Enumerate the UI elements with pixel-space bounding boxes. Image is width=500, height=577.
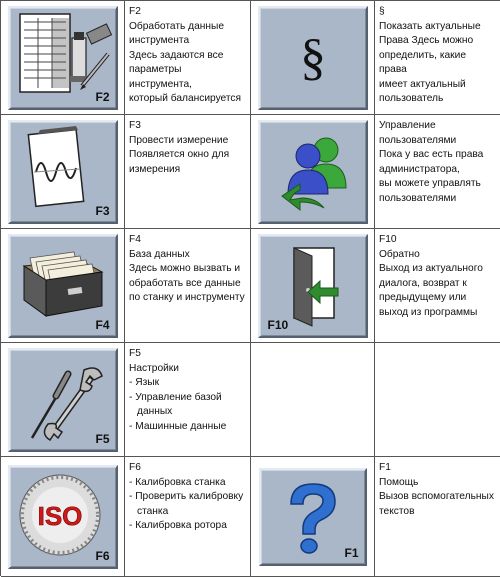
- users-line: пользователями: [379, 192, 457, 204]
- f3-line: Появляется окно для: [129, 149, 230, 160]
- cell-f4-icon: [1, 229, 125, 343]
- f3-line: Провести измерение: [129, 134, 229, 146]
- users-line: вы можете управлять: [379, 178, 481, 189]
- f6-bullet: - Проверить калибровку станка: [129, 491, 244, 517]
- rights-line: Права Здесь можно: [379, 35, 474, 46]
- f3-key-label: F3: [95, 203, 110, 218]
- f1-line: Вызов вспомогательных: [379, 491, 494, 502]
- f4-line: Здесь можно вызвать и: [129, 263, 241, 274]
- f5-key-label: F5: [95, 431, 110, 446]
- cell-users-text: [375, 115, 500, 229]
- rights-line: пользователь: [379, 93, 444, 104]
- user-management-button[interactable]: [258, 120, 368, 224]
- f6-bullet-list: [129, 476, 246, 534]
- f1-title: F1: [379, 462, 391, 473]
- f4-button[interactable]: [8, 234, 118, 338]
- empty-cell: [375, 343, 500, 457]
- f1-line: Помощь: [379, 476, 419, 488]
- f2-key-label: F2: [95, 89, 110, 104]
- f2-line: Здесь задаются все: [129, 49, 224, 61]
- cell-f10-text: [375, 229, 500, 343]
- rights-button[interactable]: [258, 6, 368, 110]
- f3-line: измерения: [129, 163, 181, 175]
- f10-line: предыдущему или: [379, 292, 467, 303]
- users-line: администратора,: [379, 163, 460, 175]
- empty-cell: [251, 343, 375, 457]
- f5-line: Настройки: [129, 362, 179, 374]
- f5-bullet-list: [129, 376, 246, 434]
- cell-rights-icon: [251, 1, 375, 115]
- rights-title: §: [379, 6, 385, 17]
- f1-button[interactable]: [259, 468, 367, 566]
- f4-line: База данных: [129, 248, 190, 260]
- cell-f2-text: [125, 1, 251, 115]
- cell-f3-text: [125, 115, 251, 229]
- f6-title: F6: [129, 462, 141, 473]
- f10-line: Обратно: [379, 248, 420, 260]
- f4-title: F4: [129, 234, 141, 245]
- cell-f1-icon: [251, 457, 375, 577]
- f4-line: по станку и инструменту: [129, 292, 245, 303]
- f10-line: диалога, возврат к: [379, 277, 467, 289]
- cell-rights-text: [375, 1, 500, 115]
- f4-line: обработать все данные: [129, 277, 241, 289]
- cell-f2-icon: [1, 1, 125, 115]
- f2-title: F2: [129, 6, 141, 17]
- f10-title: F10: [379, 234, 397, 245]
- cell-f3-icon: [1, 115, 125, 229]
- cell-f5-icon: [1, 343, 125, 457]
- users-line: пользователями: [379, 134, 457, 146]
- f2-button[interactable]: [8, 6, 118, 110]
- f10-key-label: F10: [267, 317, 289, 332]
- cell-f6-text: [125, 457, 251, 577]
- cell-f6-icon: [1, 457, 125, 577]
- f6-button[interactable]: [8, 465, 118, 569]
- f5-bullet: - Машинные данные: [129, 420, 227, 432]
- f2-line: инструмента: [129, 35, 190, 46]
- f1-line: текстов: [379, 505, 415, 517]
- f6-bullet: - Калибровка станка: [129, 476, 226, 488]
- users-line: Пока у вас есть права: [379, 149, 484, 160]
- f2-line: который балансируется: [129, 93, 242, 104]
- f3-button[interactable]: [8, 120, 118, 224]
- f1-key-label: F1: [344, 545, 359, 560]
- f2-line: параметры инструмента,: [129, 64, 192, 90]
- f4-key-label: F4: [95, 317, 110, 332]
- user-management-icon: [260, 122, 366, 222]
- f6-key-label: F6: [95, 548, 110, 563]
- f5-bullet: - Управление базой данных: [129, 391, 222, 417]
- users-title: Управление: [379, 120, 436, 131]
- svg-text:§: §: [299, 28, 326, 86]
- f10-line: выход из программы: [379, 306, 478, 318]
- svg-text:ISO: ISO: [37, 500, 82, 531]
- rights-line: имеет актуальный: [379, 78, 466, 90]
- f5-title: F5: [129, 348, 141, 359]
- f5-button[interactable]: [8, 348, 118, 452]
- rights-line: Показать актуальные: [379, 20, 481, 32]
- paragraph-icon: [260, 8, 366, 108]
- cell-f4-text: [125, 229, 251, 343]
- cell-users-icon: [251, 115, 375, 229]
- f10-line: Выход из актуального: [379, 263, 483, 274]
- f10-button[interactable]: [258, 234, 368, 338]
- rights-line: определить, какие права: [379, 49, 466, 75]
- cell-f10-icon: [251, 229, 375, 343]
- cell-f1-text: [375, 457, 500, 577]
- cell-f5-text: [125, 343, 251, 457]
- f2-line: Обработать данные: [129, 20, 225, 32]
- f3-title: F3: [129, 120, 141, 131]
- f5-bullet: - Язык: [129, 377, 160, 388]
- f6-bullet: - Калибровка ротора: [129, 520, 227, 531]
